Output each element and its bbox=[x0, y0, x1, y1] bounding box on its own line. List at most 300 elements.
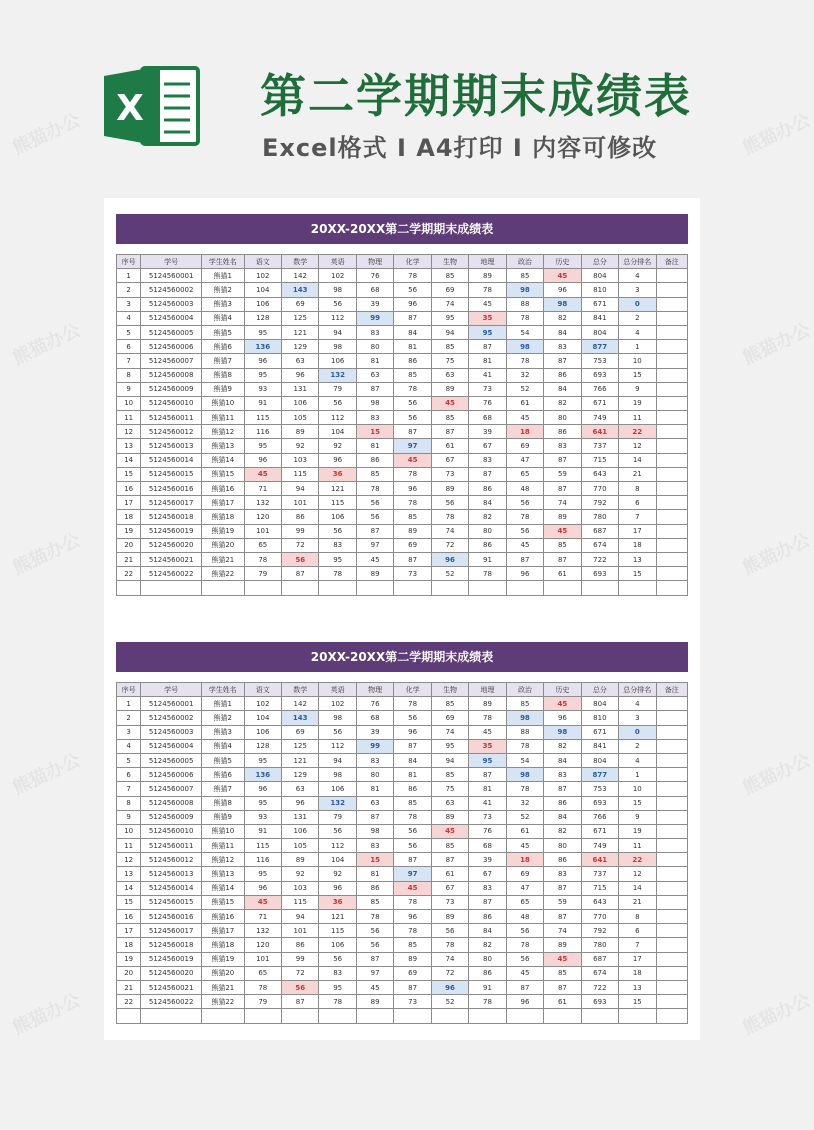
table-cell: 13 bbox=[117, 867, 141, 881]
table-cell: 熊猫21 bbox=[202, 552, 245, 566]
table-cell: 98 bbox=[544, 725, 581, 739]
table-cell: 78 bbox=[394, 467, 431, 481]
table-cell: 94 bbox=[282, 482, 319, 496]
table-cell: 98 bbox=[319, 711, 356, 725]
table-cell: 99 bbox=[356, 739, 393, 753]
table-cell: 61 bbox=[431, 867, 468, 881]
table-cell: 2 bbox=[619, 311, 656, 325]
table-header-row bbox=[117, 255, 688, 269]
table-cell: 2 bbox=[619, 739, 656, 753]
table-row bbox=[117, 510, 688, 524]
table-cell: 87 bbox=[544, 782, 581, 796]
table-cell: 56 bbox=[394, 283, 431, 297]
table-cell: 98 bbox=[319, 283, 356, 297]
table-cell bbox=[656, 396, 687, 410]
table-cell bbox=[656, 482, 687, 496]
table-cell: 102 bbox=[319, 269, 356, 283]
table-row bbox=[117, 796, 688, 810]
table-cell: 93 bbox=[244, 382, 281, 396]
column-header: 地理 bbox=[469, 683, 506, 697]
table-cell: 5124560007 bbox=[141, 782, 202, 796]
column-header: 历史 bbox=[544, 683, 581, 697]
table-cell: 4 bbox=[619, 697, 656, 711]
table-cell bbox=[656, 796, 687, 810]
table-cell: 82 bbox=[469, 510, 506, 524]
table-cell: 81 bbox=[356, 354, 393, 368]
table-cell: 129 bbox=[282, 768, 319, 782]
table-cell: 5124560021 bbox=[141, 552, 202, 566]
table-cell: 98 bbox=[356, 396, 393, 410]
table-cell: 4 bbox=[117, 311, 141, 325]
table-cell: 101 bbox=[244, 952, 281, 966]
table-cell bbox=[656, 467, 687, 481]
table-cell: 120 bbox=[244, 938, 281, 952]
table-cell: 877 bbox=[581, 340, 618, 354]
table-cell: 85 bbox=[356, 467, 393, 481]
table-cell: 104 bbox=[319, 853, 356, 867]
table-cell: 85 bbox=[394, 510, 431, 524]
table-cell: 熊猫6 bbox=[202, 340, 245, 354]
table-cell: 45 bbox=[431, 824, 468, 838]
table-cell: 19 bbox=[619, 396, 656, 410]
table-cell: 96 bbox=[544, 711, 581, 725]
table-row bbox=[117, 966, 688, 980]
table-cell bbox=[656, 581, 687, 595]
table-cell: 780 bbox=[581, 938, 618, 952]
table-cell: 87 bbox=[506, 980, 543, 994]
table-cell: 671 bbox=[581, 297, 618, 311]
table-cell: 78 bbox=[356, 910, 393, 924]
table-cell bbox=[656, 924, 687, 938]
table-cell: 56 bbox=[506, 952, 543, 966]
table-cell: 687 bbox=[581, 524, 618, 538]
table-cell: 7 bbox=[619, 938, 656, 952]
table-cell bbox=[656, 938, 687, 952]
table-row bbox=[117, 552, 688, 566]
table-cell: 116 bbox=[244, 853, 281, 867]
table-cell: 75 bbox=[431, 782, 468, 796]
table-cell: 87 bbox=[506, 552, 543, 566]
table-cell: 5124560015 bbox=[141, 895, 202, 909]
table-cell: 39 bbox=[469, 853, 506, 867]
column-header: 化学 bbox=[394, 683, 431, 697]
table-cell: 5124560019 bbox=[141, 524, 202, 538]
table-cell: 47 bbox=[506, 453, 543, 467]
table-cell: 87 bbox=[394, 425, 431, 439]
table-cell: 22 bbox=[117, 995, 141, 1009]
table-cell: 80 bbox=[356, 768, 393, 782]
table-cell: 715 bbox=[581, 453, 618, 467]
table-row bbox=[117, 311, 688, 325]
table-cell: 15 bbox=[117, 895, 141, 909]
table-cell: 22 bbox=[117, 567, 141, 581]
table-cell: 63 bbox=[356, 368, 393, 382]
table-cell: 136 bbox=[244, 768, 281, 782]
table-cell: 5124560008 bbox=[141, 368, 202, 382]
table-row bbox=[117, 739, 688, 753]
table-cell bbox=[282, 581, 319, 595]
table-row bbox=[117, 453, 688, 467]
table-cell: 84 bbox=[544, 382, 581, 396]
column-header: 生物 bbox=[431, 683, 468, 697]
table-cell: 11 bbox=[117, 411, 141, 425]
table-cell: 780 bbox=[581, 510, 618, 524]
table-cell: 36 bbox=[319, 895, 356, 909]
table-cell: 熊猫8 bbox=[202, 796, 245, 810]
table-cell: 4 bbox=[619, 753, 656, 767]
table-cell: 61 bbox=[506, 824, 543, 838]
table-cell: 86 bbox=[544, 853, 581, 867]
paper bbox=[104, 198, 700, 1040]
table-cell: 84 bbox=[544, 753, 581, 767]
table-cell: 73 bbox=[469, 810, 506, 824]
table-cell: 熊猫22 bbox=[202, 995, 245, 1009]
table-cell: 73 bbox=[394, 995, 431, 1009]
table-cell: 96 bbox=[394, 910, 431, 924]
table-cell: 74 bbox=[431, 952, 468, 966]
table-cell: 120 bbox=[244, 510, 281, 524]
table-row bbox=[117, 567, 688, 581]
table-cell: 95 bbox=[244, 796, 281, 810]
table-cell: 792 bbox=[581, 924, 618, 938]
table-cell: 78 bbox=[319, 995, 356, 1009]
table-cell: 45 bbox=[356, 552, 393, 566]
table-cell: 87 bbox=[431, 853, 468, 867]
table-cell: 熊猫3 bbox=[202, 297, 245, 311]
table-cell: 85 bbox=[356, 895, 393, 909]
table-cell: 熊猫7 bbox=[202, 354, 245, 368]
table-row bbox=[117, 396, 688, 410]
column-header: 总分排名 bbox=[619, 683, 656, 697]
table-cell: 14 bbox=[619, 453, 656, 467]
table-cell: 72 bbox=[431, 538, 468, 552]
table-cell: 5124560020 bbox=[141, 538, 202, 552]
table-cell: 96 bbox=[394, 725, 431, 739]
table-cell: 106 bbox=[282, 824, 319, 838]
table-cell bbox=[282, 1009, 319, 1023]
table-cell: 5124560003 bbox=[141, 725, 202, 739]
table-cell: 89 bbox=[431, 382, 468, 396]
table-cell: 15 bbox=[619, 567, 656, 581]
table-cell: 熊猫19 bbox=[202, 524, 245, 538]
table-cell: 87 bbox=[469, 340, 506, 354]
column-header: 学生姓名 bbox=[202, 683, 245, 697]
table-cell: 10 bbox=[619, 354, 656, 368]
table-cell: 121 bbox=[319, 910, 356, 924]
table-cell: 5124560018 bbox=[141, 510, 202, 524]
table-cell: 87 bbox=[282, 567, 319, 581]
table-row bbox=[117, 924, 688, 938]
column-header: 备注 bbox=[656, 255, 687, 269]
table-cell: 63 bbox=[282, 354, 319, 368]
table-cell: 61 bbox=[544, 995, 581, 1009]
table-cell: 91 bbox=[469, 980, 506, 994]
table-cell: 136 bbox=[244, 340, 281, 354]
table-cell: 5124560005 bbox=[141, 325, 202, 339]
table-cell: 80 bbox=[544, 839, 581, 853]
table-cell: 643 bbox=[581, 895, 618, 909]
table-cell: 2 bbox=[117, 283, 141, 297]
table-cell: 9 bbox=[117, 382, 141, 396]
table-cell: 78 bbox=[469, 711, 506, 725]
table-cell: 15 bbox=[356, 853, 393, 867]
table-cell: 熊猫18 bbox=[202, 510, 245, 524]
table-cell: 86 bbox=[356, 453, 393, 467]
table-cell: 56 bbox=[394, 396, 431, 410]
table-cell bbox=[656, 425, 687, 439]
table-cell: 693 bbox=[581, 567, 618, 581]
table-cell: 69 bbox=[431, 711, 468, 725]
table-cell: 78 bbox=[319, 567, 356, 581]
table-cell: 98 bbox=[506, 711, 543, 725]
table-cell: 5124560006 bbox=[141, 340, 202, 354]
table-cell: 87 bbox=[356, 810, 393, 824]
table-cell: 115 bbox=[319, 924, 356, 938]
table-cell bbox=[506, 1009, 543, 1023]
table-cell: 89 bbox=[394, 524, 431, 538]
table-cell: 95 bbox=[244, 867, 281, 881]
table-cell: 56 bbox=[319, 396, 356, 410]
table-cell bbox=[394, 1009, 431, 1023]
table-cell: 89 bbox=[544, 938, 581, 952]
table-cell bbox=[656, 782, 687, 796]
table-cell: 87 bbox=[356, 524, 393, 538]
table-cell: 41 bbox=[469, 368, 506, 382]
table-cell: 71 bbox=[244, 482, 281, 496]
table-cell: 104 bbox=[244, 711, 281, 725]
table-cell bbox=[544, 1009, 581, 1023]
table-cell: 63 bbox=[431, 796, 468, 810]
table-cell: 804 bbox=[581, 697, 618, 711]
table-cell: 5124560012 bbox=[141, 425, 202, 439]
table-cell: 93 bbox=[244, 810, 281, 824]
table-cell bbox=[117, 581, 141, 595]
table-cell: 78 bbox=[394, 924, 431, 938]
table-cell: 96 bbox=[544, 283, 581, 297]
table-cell: 78 bbox=[394, 382, 431, 396]
watermark-text: 熊猫办公 bbox=[739, 989, 814, 1040]
table-cell: 5124560010 bbox=[141, 396, 202, 410]
table-cell bbox=[656, 382, 687, 396]
table-cell: 770 bbox=[581, 910, 618, 924]
table-cell: 6 bbox=[117, 768, 141, 782]
watermark-text: 熊猫办公 bbox=[9, 529, 84, 580]
table-cell: 89 bbox=[469, 697, 506, 711]
table-cell: 106 bbox=[319, 938, 356, 952]
table-cell: 103 bbox=[282, 881, 319, 895]
table-cell: 95 bbox=[244, 325, 281, 339]
table-cell: 95 bbox=[431, 311, 468, 325]
table-cell bbox=[656, 952, 687, 966]
table-row bbox=[117, 881, 688, 895]
table-cell: 74 bbox=[544, 924, 581, 938]
table-cell: 45 bbox=[394, 453, 431, 467]
table-cell: 45 bbox=[431, 396, 468, 410]
table-cell: 熊猫1 bbox=[202, 697, 245, 711]
table-row bbox=[117, 297, 688, 311]
table-cell: 5124560019 bbox=[141, 952, 202, 966]
table-cell: 841 bbox=[581, 311, 618, 325]
table-cell bbox=[141, 581, 202, 595]
table-cell: 98 bbox=[506, 283, 543, 297]
column-header: 化学 bbox=[394, 255, 431, 269]
table-cell: 5124560009 bbox=[141, 810, 202, 824]
table-cell: 80 bbox=[469, 952, 506, 966]
table-cell: 17 bbox=[619, 524, 656, 538]
table-cell: 105 bbox=[282, 411, 319, 425]
table-cell: 74 bbox=[431, 297, 468, 311]
table-cell: 91 bbox=[469, 552, 506, 566]
table-cell: 18 bbox=[619, 966, 656, 980]
table-cell: 5124560017 bbox=[141, 496, 202, 510]
table-cell: 10 bbox=[117, 824, 141, 838]
table-cell: 熊猫14 bbox=[202, 881, 245, 895]
table-cell: 132 bbox=[244, 496, 281, 510]
table-cell: 766 bbox=[581, 810, 618, 824]
table-cell: 95 bbox=[319, 552, 356, 566]
table-cell: 71 bbox=[244, 910, 281, 924]
table-cell: 83 bbox=[544, 439, 581, 453]
table-cell: 6 bbox=[619, 496, 656, 510]
table-cell: 18 bbox=[506, 425, 543, 439]
table-cell: 753 bbox=[581, 782, 618, 796]
table-cell: 1 bbox=[117, 697, 141, 711]
table-cell bbox=[656, 895, 687, 909]
table-cell: 91 bbox=[244, 824, 281, 838]
score-table bbox=[116, 254, 688, 596]
column-header: 总分 bbox=[581, 683, 618, 697]
watermark-text: 熊猫办公 bbox=[739, 109, 814, 160]
table-cell bbox=[656, 910, 687, 924]
column-header: 政治 bbox=[506, 255, 543, 269]
table-cell: 87 bbox=[544, 910, 581, 924]
table-cell bbox=[656, 739, 687, 753]
table-cell: 87 bbox=[469, 895, 506, 909]
table-row bbox=[117, 768, 688, 782]
table-cell: 10 bbox=[619, 782, 656, 796]
table-cell: 84 bbox=[469, 924, 506, 938]
table-cell: 104 bbox=[244, 283, 281, 297]
table-cell: 68 bbox=[469, 411, 506, 425]
table-cell: 116 bbox=[244, 425, 281, 439]
table-cell: 84 bbox=[469, 496, 506, 510]
table-cell: 45 bbox=[244, 895, 281, 909]
table-cell: 56 bbox=[319, 297, 356, 311]
table-cell bbox=[619, 1009, 656, 1023]
table-cell: 78 bbox=[244, 552, 281, 566]
table-cell: 63 bbox=[282, 782, 319, 796]
table-cell: 83 bbox=[356, 325, 393, 339]
table-cell: 熊猫20 bbox=[202, 966, 245, 980]
table-cell bbox=[656, 552, 687, 566]
table-cell: 693 bbox=[581, 796, 618, 810]
table-cell: 87 bbox=[394, 739, 431, 753]
watermark-text: 熊猫办公 bbox=[9, 989, 84, 1040]
table-cell: 82 bbox=[544, 311, 581, 325]
table-cell: 86 bbox=[282, 510, 319, 524]
column-header: 学生姓名 bbox=[202, 255, 245, 269]
table-cell: 熊猫16 bbox=[202, 910, 245, 924]
table-cell: 810 bbox=[581, 283, 618, 297]
watermark-text: 熊猫办公 bbox=[739, 319, 814, 370]
table-cell: 8 bbox=[619, 482, 656, 496]
table-cell: 81 bbox=[356, 867, 393, 881]
table-cell: 45 bbox=[469, 725, 506, 739]
table-cell: 5124560009 bbox=[141, 382, 202, 396]
table-cell: 86 bbox=[544, 796, 581, 810]
table-cell: 96 bbox=[506, 995, 543, 1009]
watermark-text: 熊猫办公 bbox=[739, 749, 814, 800]
table-cell: 115 bbox=[244, 839, 281, 853]
table-cell: 88 bbox=[506, 725, 543, 739]
table-cell: 86 bbox=[394, 354, 431, 368]
table-row bbox=[117, 354, 688, 368]
table-cell: 132 bbox=[319, 368, 356, 382]
table-cell: 熊猫15 bbox=[202, 467, 245, 481]
table-cell: 熊猫11 bbox=[202, 411, 245, 425]
table-cell: 3 bbox=[117, 297, 141, 311]
table-cell: 9 bbox=[619, 382, 656, 396]
table-cell: 87 bbox=[394, 552, 431, 566]
table-cell: 87 bbox=[544, 980, 581, 994]
table-cell: 72 bbox=[282, 538, 319, 552]
table-cell: 95 bbox=[244, 439, 281, 453]
table-cell: 13 bbox=[619, 552, 656, 566]
table-cell: 96 bbox=[244, 881, 281, 895]
table-cell: 78 bbox=[506, 739, 543, 753]
table-cell: 92 bbox=[282, 439, 319, 453]
table-cell: 94 bbox=[431, 753, 468, 767]
table-cell: 89 bbox=[394, 952, 431, 966]
table-cell: 89 bbox=[282, 853, 319, 867]
table-cell: 85 bbox=[394, 796, 431, 810]
table-cell: 熊猫13 bbox=[202, 439, 245, 453]
table-cell: 97 bbox=[356, 538, 393, 552]
table-cell: 0 bbox=[619, 297, 656, 311]
table-cell: 19 bbox=[117, 524, 141, 538]
table-cell: 131 bbox=[282, 810, 319, 824]
table-cell: 78 bbox=[394, 269, 431, 283]
table-cell: 3 bbox=[619, 711, 656, 725]
table-cell: 753 bbox=[581, 354, 618, 368]
table-cell: 98 bbox=[544, 297, 581, 311]
table-cell bbox=[656, 538, 687, 552]
table-cell: 76 bbox=[356, 697, 393, 711]
table-cell: 56 bbox=[394, 711, 431, 725]
column-header: 总分 bbox=[581, 255, 618, 269]
watermark-text: 熊猫办公 bbox=[9, 109, 84, 160]
table-cell bbox=[656, 283, 687, 297]
table-cell: 65 bbox=[506, 467, 543, 481]
table-cell: 32 bbox=[506, 368, 543, 382]
sheet-title: 20XX-20XX第二学期期末成绩表 bbox=[116, 642, 688, 672]
table-cell: 85 bbox=[544, 538, 581, 552]
watermark-text: 熊猫办公 bbox=[9, 749, 84, 800]
table-cell: 99 bbox=[282, 952, 319, 966]
table-cell: 熊猫2 bbox=[202, 711, 245, 725]
table-cell: 15 bbox=[619, 796, 656, 810]
table-cell: 69 bbox=[506, 439, 543, 453]
table-cell: 96 bbox=[431, 552, 468, 566]
table-cell: 5124560022 bbox=[141, 995, 202, 1009]
table-cell: 83 bbox=[544, 340, 581, 354]
table-cell: 96 bbox=[282, 796, 319, 810]
table-cell bbox=[656, 439, 687, 453]
table-row bbox=[117, 524, 688, 538]
table-cell: 14 bbox=[619, 881, 656, 895]
table-cell: 56 bbox=[394, 839, 431, 853]
table-cell: 73 bbox=[431, 895, 468, 909]
